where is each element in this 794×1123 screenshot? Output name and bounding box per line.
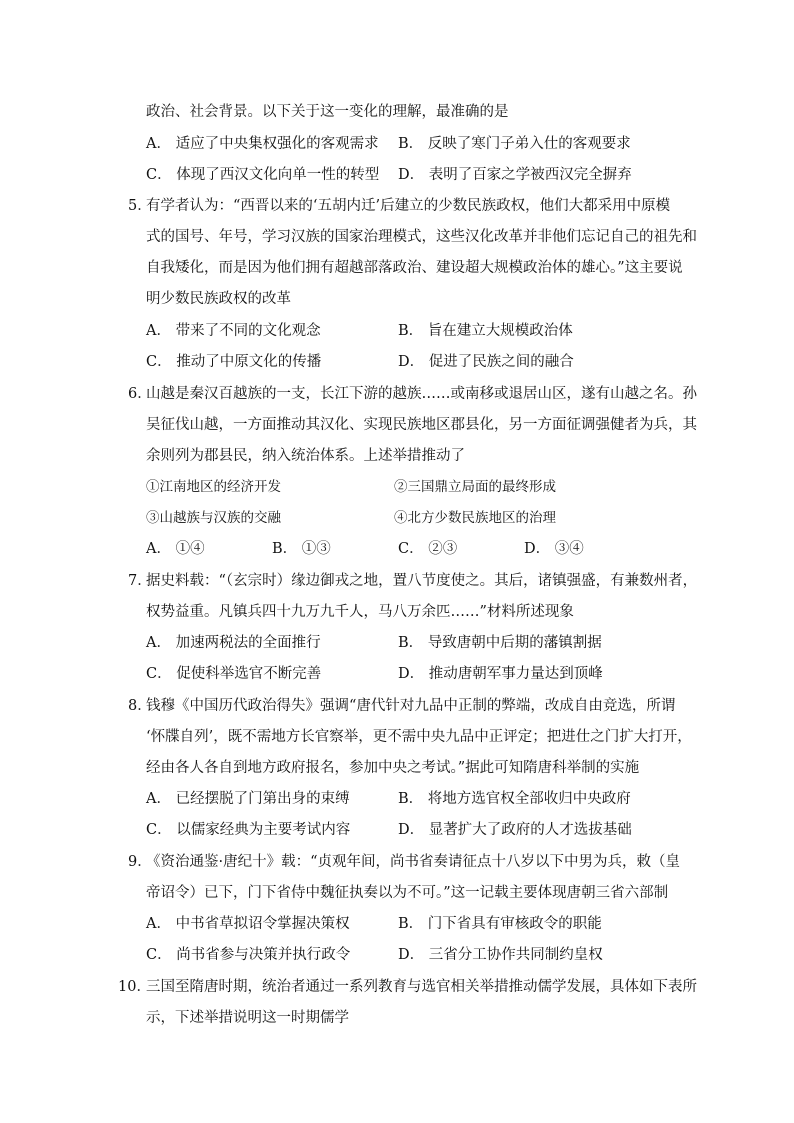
q9-stem-line: 帝诏令）已下，门下省侍中魏征执奏以为不可。”这一记载主要体现唐朝三省六部制 [146, 885, 669, 901]
q7-option-d[interactable]: D． 推动唐朝军事力量达到顶峰 [398, 666, 603, 682]
q7-option-b[interactable]: B． 导致唐朝中后期的藩镇割据 [398, 635, 602, 651]
q5-option-b[interactable]: B． 旨在建立大规模政治体 [398, 323, 573, 339]
q6-option-b[interactable]: B． ①③ [272, 541, 331, 557]
q8-stem-line: 钱穆《中国历代政治得失》强调“唐代针对九品中正制的弊端，改成自由竞选，所谓 [146, 698, 676, 714]
q9-option-b[interactable]: B． 门下省具有审核政令的职能 [398, 916, 602, 932]
q10-stem-line: 示，下述举措说明这一时期儒学 [146, 1010, 349, 1026]
q9-number: 9． [128, 854, 152, 870]
q8-option-d[interactable]: D． 显著扩大了政府的人才选拔基础 [398, 822, 632, 838]
q6-stem-line: 余则列为郡县民，纳入统治体系。上述举措推动了 [146, 448, 465, 464]
q9-stem-line: 《资治通鉴·唐纪十》载：“贞观年间，尚书省奏请征点十八岁以下中男为兵，敕（皇 [146, 854, 681, 870]
q9-option-c[interactable]: C． 尚书省参与决策并执行政令 [146, 947, 351, 963]
q7-stem-line: 据史料载：“（玄宗时）缘边御戎之地，置八节度使之。其后，诸镇强盛，有兼数州者， [146, 573, 698, 589]
q6-number: 6． [128, 386, 152, 402]
q5-option-d[interactable]: D． 促进了民族之间的融合 [398, 354, 574, 370]
q7-option-a[interactable]: A． 加速两税法的全面推行 [146, 635, 321, 651]
q5-stem-line: 式的国号、年号，学习汉族的国家治理模式，这些汉化改革并非他们忘记自己的祖先和 [146, 229, 697, 245]
q9-option-a[interactable]: A． 中书省草拟诏令掌握决策权 [146, 916, 350, 932]
q4-option-b[interactable]: B． 反映了寒门子弟入仕的客观要求 [398, 136, 631, 152]
q5-number: 5． [128, 198, 152, 214]
q6-item: ④北方少数民族地区的治理 [394, 510, 556, 526]
q8-option-b[interactable]: B． 将地方选官权全部收归中央政府 [398, 791, 631, 807]
q7-option-c[interactable]: C． 促使科举选官不断完善 [146, 666, 322, 682]
q5-option-a[interactable]: A． 带来了不同的文化观念 [146, 323, 321, 339]
q8-option-c[interactable]: C． 以儒家经典为主要考试内容 [146, 822, 351, 838]
q4-option-d[interactable]: D． 表明了百家之学被西汉完全摒弃 [398, 167, 632, 183]
q6-stem-line: 吴征伐山越，一方面推动其汉化、实现民族地区郡县化，另一方面征调强健者为兵，其 [146, 417, 697, 433]
q6-stem-line: 山越是秦汉百越族的一支，长江下游的越族……或南移或退居山区，遂有山越之名。孙 [146, 386, 697, 402]
q5-stem-line: 自我矮化，而是因为他们拥有超越部落政治、建设超大规模政治体的雄心。”这主要说 [146, 260, 683, 276]
q10-stem-line: 三国至隋唐时期，统治者通过一系列教育与选官相关举措推动儒学发展，具体如下表所 [146, 979, 697, 995]
q6-item: ②三国鼎立局面的最终形成 [394, 479, 556, 495]
q6-item: ①江南地区的经济开发 [146, 479, 281, 495]
q7-stem-line: 权势益重。凡镇兵四十九万九千人，马八万余匹……”材料所述现象 [146, 604, 574, 620]
q6-option-d[interactable]: D． ③④ [524, 541, 584, 557]
q6-item: ③山越族与汉族的交融 [146, 510, 281, 526]
q8-option-a[interactable]: A． 已经摆脱了门第出身的束缚 [146, 791, 350, 807]
q4-stem-tail: 政治、社会背景。以下关于这一变化的理解，最准确的是 [146, 104, 509, 120]
q4-option-c[interactable]: C． 体现了西汉文化向单一性的转型 [146, 167, 380, 183]
q9-option-d[interactable]: D． 三省分工协作共同制约皇权 [398, 947, 603, 963]
q7-number: 7． [128, 573, 152, 589]
q8-stem-line: 经由各人各自到地方政府报名，参加中央之考试。”据此可知隋唐科举制的实施 [146, 760, 640, 776]
q5-stem-line: 有学者认为：“西晋以来的‘五胡内迁’后建立的少数民族政权，他们大都采用中原模 [146, 198, 671, 214]
q4-option-a[interactable]: A． 适应了中央集权强化的客观需求 [146, 136, 379, 152]
q5-option-c[interactable]: C． 推动了中原文化的传播 [146, 354, 322, 370]
q8-number: 8． [128, 698, 152, 714]
q10-number: 10． [118, 979, 151, 995]
q6-option-a[interactable]: A． ①④ [146, 541, 205, 557]
q8-stem-line: ‘怀牒自列’，既不需地方长官察举，更不需中央九品中正评定；把进仕之门扩大打开， [146, 729, 692, 745]
q5-stem-line: 明少数民族政权的改革 [146, 291, 291, 307]
q6-option-c[interactable]: C． ②③ [398, 541, 458, 557]
